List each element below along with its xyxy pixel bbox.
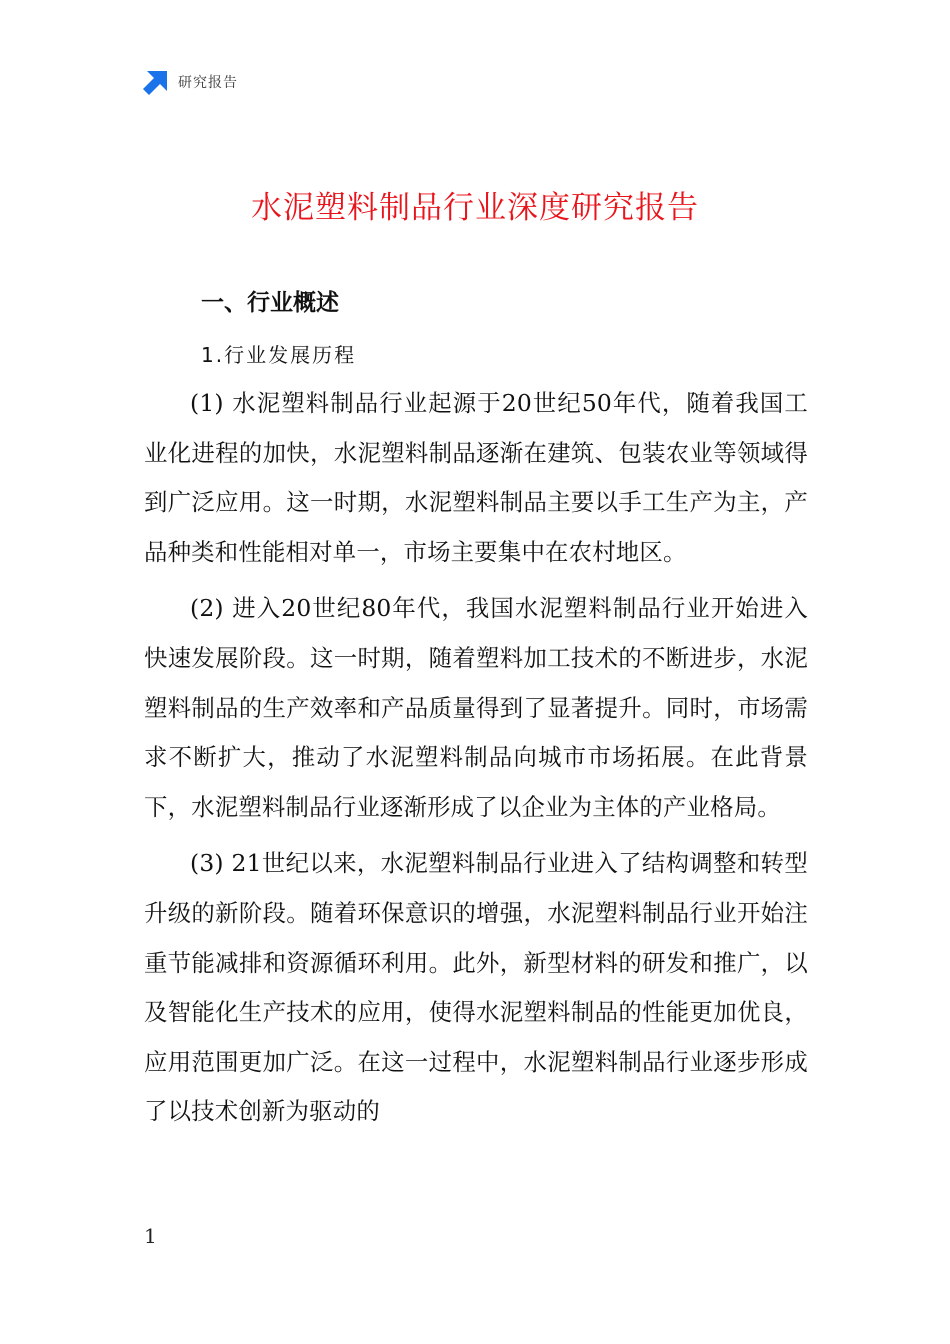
- document-title: 水泥塑料制品行业深度研究报告: [251, 190, 699, 226]
- header-label: 研究报告: [178, 75, 238, 91]
- document-body: [144, 283, 808, 1137]
- arrow-up-right-icon: [143, 69, 169, 95]
- paragraph-3: (3) 21世纪以来，水泥塑料制品行业进入了结构调整和转型升级的新阶段。随着环保意识的增强，水泥塑料制品行业开始注重节能减排和资源循环利用。此外，新型材料的研发和推广，以及智能化生产技术的应用，使得水泥塑料制品的性能更加优良，应用范围更加广泛。在这一过程中，水泥塑料制品行业逐步形成了以技术创新为驱动的: [144, 849, 808, 1126]
- page-number: 1: [144, 1224, 157, 1248]
- subsection-heading: 1.行业发展历程: [201, 343, 357, 367]
- section-heading: 一、行业概述: [201, 290, 339, 316]
- paragraph-1: (1) 水泥塑料制品行业起源于20世纪50年代，随着我国工业化进程的加快，水泥塑料制品逐渐在建筑、包装农业等领域得到广泛应用。这一时期，水泥塑料制品主要以手工生产为主，产品种类和性能相对单一，市场主要集中在农村地区。: [144, 389, 808, 566]
- page-header: [143, 68, 238, 96]
- paragraph-2: (2) 进入20世纪80年代，我国水泥塑料制品行业开始进入快速发展阶段。这一时期，随着塑料加工技术的不断进步，水泥塑料制品的生产效率和产品质量得到了显著提升。同时，市场需求不断扩大，推动了水泥塑料制品向城市市场拓展。在此背景下，水泥塑料制品行业逐渐形成了以企业为主体的产业格局。: [144, 594, 808, 821]
